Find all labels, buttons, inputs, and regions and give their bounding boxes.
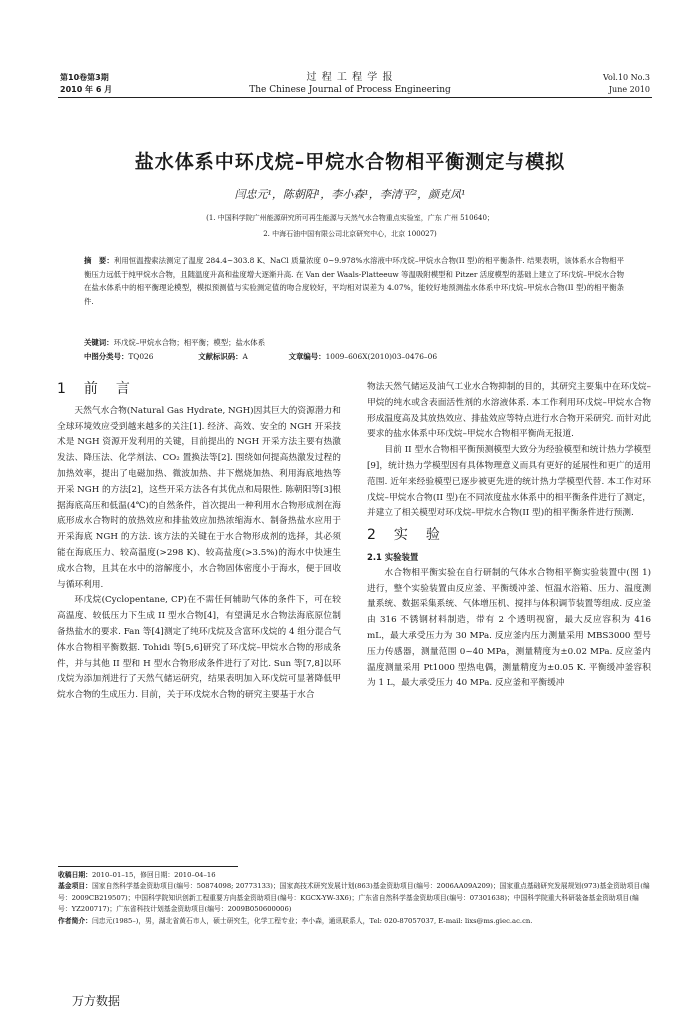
affiliation-1: (1. 中国科学院广州能源研究所可再生能源与天然气水合物重点实验室，广东 广州 510640；: [206, 214, 494, 222]
footnote-divider: [58, 866, 238, 867]
keywords-text: 环戊烷–甲烷水合物；相平衡；模型；盐水体系: [113, 338, 266, 347]
header-date-en: June 2010: [608, 85, 650, 94]
paper-title: 盐水体系中环戊烷–甲烷水合物相平衡测定与模拟: [134, 151, 566, 173]
section1-paragraph-3: 物法天然气储运及油气工业水合物抑制的目的，其研究主要集中在环戊烷–甲烷的纯水或含表面活性剂的水溶液体系. 本工作利用环戊烷–甲烷水合物形成温度高及其放热效应、排盐效应等特点进行水合物开采研究. 而针对此要求的盐水体系中环戊烷–甲烷水合物相平衡尚无报道.: [367, 382, 651, 440]
abstract-text: 利用恒温搜索法测定了温度 284.4~303.8 K、NaCl 质量浓度 0~9.978%水溶液中环戊烷–甲烷水合物(II 型)的相平衡条件. 结果表明，该体系水合物相平衡压力远低于纯甲烷水合物，且随温度升高和盐度增大逐渐升高. 在 Van der Waals-Platteeuw 等温吸附模型和 Pitzer 活度模型的基础上建立了环戊烷–甲烷水合物在盐水体系中的相平衡理论模型，模拟预测值与实验测定值的吻合度较好，平均相对误差为 4.07%，能较好地预测盐水体系中环戊烷–甲烷水合物(II 型)的相平衡条件.: [84, 256, 624, 306]
keywords-label: 关键词：: [84, 338, 114, 347]
received-label: 收稿日期：: [58, 871, 92, 879]
header-volume-en: [603, 72, 650, 96]
footnote-fund: [58, 881, 652, 915]
watermark: 万方数据: [72, 994, 121, 1008]
article-number-label: 文章编号：: [288, 352, 326, 361]
fund-value: 国家自然科学基金资助项目(编号：50874098; 20773133)；国家高技术研究发展计划(863)基金资助项目(编号：2006AA09A209)；国家重点基础研究发展规划(973)基金资助项目(编号：2009CB219507)；中国科学院知识创新工程重要方向基金资助项目(编号：KGCX-YW-3X6)；广东省自然科学基金资助项目(编号：07301638)；中国科学院重大科研装备基金资助项目(编号：YZ200717)；广东省科技计划基金资助项目(编号：2009B050600006): [58, 882, 650, 914]
section1-heading: 1 前 言: [57, 381, 132, 397]
section1-paragraph-4: 目前 II 型水合物相平衡预测模型大致分为经验模型和统计热力学模型[9]，统计热力学模型因有具体物理意义而具有更好的延展性和更广的适用范围. 近年来经验模型已逐步被更先进的统计热力学模型代替. 本工作对环戊烷–甲烷水合物(II 型)在不同浓度盐水体系中的相平衡条件进行了测定，并建立了相关模型对环戊烷–甲烷水合物(II 型)的相平衡条件进行预测.: [367, 445, 651, 519]
section2-heading: 2 实 验: [367, 527, 442, 544]
left-column: [57, 380, 341, 704]
footnote-received: [58, 870, 652, 881]
affiliation-2: 2. 中海石油中国有限公司北京研究中心，北京 100027): [263, 230, 437, 238]
paper-authors: 闫忠元¹，陈朝阳¹，李小森¹，李清平²，颜克凤¹: [234, 188, 466, 201]
classification: [84, 350, 624, 363]
clc-label: 中图分类号：: [84, 352, 129, 361]
abstract: [84, 254, 624, 308]
keywords: [84, 336, 624, 349]
doc-code-value: A: [242, 352, 248, 361]
doc-code-label: 文献标识码：: [198, 352, 243, 361]
section2-paragraph-1: 水合物相平衡实验在自行研制的气体水合物相平衡实验装置中(图 1)进行，整个实验装置由反应釜、平衡缓冲釜、恒温水浴箱、压力、温度测量系统、数据采集系统、气体增压机、搅拌与体积调节装置等组成. 反应釜由 316 不锈钢材料制造，带有 2 个透明视窗，最大反应容积为 416 mL，最大承受压力为 30 MPa. 反应釜内压力测量采用 MBS3000 型号压力传感器，测量范围 0~40 MPa，测量精度为±0.02 MPa. 反应釜内温度测量采用 Pt1000 型热电偶，测量精度为±0.05 K. 平衡缓冲釜容积为 1 L，最大承受压力 40 MPa. 反应釜和平衡缓冲: [367, 567, 651, 689]
footnote-author: [58, 916, 652, 927]
section2-1-heading: 2.1 实验装置: [367, 551, 419, 562]
footnote: [58, 870, 652, 927]
clc-value: TQ026: [128, 352, 154, 361]
right-column: [367, 380, 651, 692]
journal-name-en: The Chinese Journal of Process Engineering: [249, 85, 451, 95]
article-number-value: 1009–606X(2010)03–0476–06: [325, 352, 438, 361]
section1-paragraph-1: 天然气水合物(Natural Gas Hydrate, NGH)因其巨大的资源潜力和全球环境效应受到越来越多的关注[1]. 经济、高效、安全的 NGH 开采技术是 NGH 资源开发利用的关键，目前提出的 NGH 开采方法主要有热激发法、降压法、化学剂法、CO₂ 置换法等[2]. 围绕如何提高热激发过程的加热效率，提出了电磁加热、微波加热、井下燃烧加热、利用海底地热等开采 NGH 的方法[2]，这些开采方法各有其优点和局限性. 陈朝阳等[3]根据海底高压和低温(4℃)的自然条件，首次提出一种利用水合物形成剂在海底形成水合物时的放热效应和排盐效应加热浓缩海水、制备热盐水应用于开采海底 NGH 的方法. 该方法的关键在于水合物形成剂的选择，其必须能在海底压力、较高温度(>298 K)、较高盐度(>3.5%)的海水中快速生成水合物，且其在水中的溶解度小，水合物固体密度小于海水，便于回收与循环利用.: [57, 405, 341, 590]
section1-paragraph-2: 环戊烷(Cyclopentane, CP)在不需任何辅助气体的条件下，可在较高温度、较低压力下生成 II 型水合物[4]，有望满足水合物法海底原位制备热盐水的要求. Fan 等[4]测定了纯环戊烷及含富环戊烷的 4 组分混合气体水合物相平衡数据. Tohidi 等[5,6]研究了环戊烷–甲烷水合物的形成条件，并与其他 II 型和 H 型水合物形成条件进行了对比. Sun 等[7,8]以环戊烷为添加剂进行了天然气储运研究，结果表明加入环戊烷可显著降低甲烷水合物的生成压力. 目前，关于环戊烷水合物的研究主要基于水合: [57, 595, 341, 701]
header-date: 2010 年 6 月: [60, 85, 113, 94]
fund-label: 基金项目：: [58, 882, 92, 891]
header-volume-issue: 第10卷第3期: [60, 73, 109, 82]
journal-name-cn: 过 程 工 程 学 报: [306, 72, 394, 83]
author-bio-label: 作者简介：: [58, 916, 92, 925]
header-vol-en: Vol.10 No.3: [603, 73, 650, 82]
header-divider: [58, 97, 652, 98]
abstract-label: 摘 要：: [84, 256, 114, 265]
author-bio-value: 闫忠元(1985–)，男，湖北省黄石市人，硕士研究生，化学工程专业；李小森，通讯联系人，Tel: 020-87057037, E-mail: lixs@ms.giec.ac.cn.: [91, 916, 533, 925]
received-value: 2010–01–15，修回日期：2010–04–16: [91, 871, 216, 879]
header-journal: [0, 72, 700, 96]
